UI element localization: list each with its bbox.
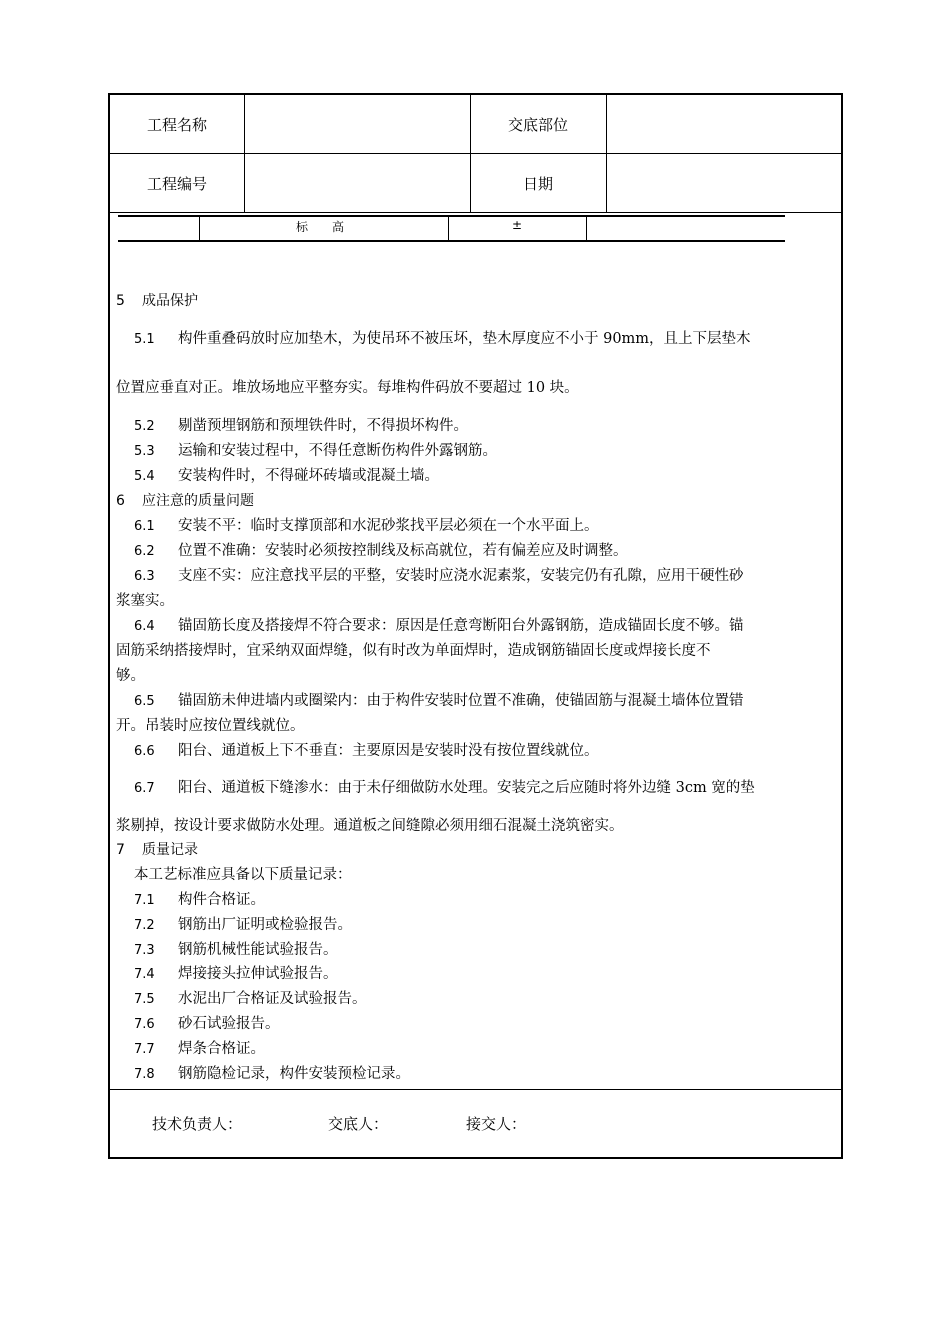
residual-col-divider-2 — [448, 216, 449, 240]
item-6-3-cont: 浆塞实。 — [116, 593, 174, 609]
item-6-7: 6.7 阳台、通道板下缝渗水：由于未仔细做防水处理。安装完之后应随时将外边缝 3cm 宽的垫 — [134, 780, 755, 796]
section-7-number: 7 — [116, 842, 125, 858]
item-7-7: 7.7 焊条合格证。 — [134, 1041, 265, 1057]
item-7-4: 7.4 焊接接头拉伸试验报告。 — [134, 966, 338, 982]
section-6-heading — [116, 489, 836, 514]
item-6-4-cont: 固筋采纳搭接焊时，宜采纳双面焊缝，似有时改为单面焊时，造成钢筋锚固长度或焊接长度不 — [116, 643, 711, 659]
item-5-2: 5.2 剔凿预埋钢筋和预埋铁件时，不得损坏构件。 — [134, 418, 468, 434]
item-7-2: 7.2 钢筋出厂证明或检验报告。 — [134, 917, 352, 933]
item-7-5: 7.5 水泥出厂合格证及试验报告。 — [134, 991, 367, 1007]
handover-part-label: 交底部位 — [507, 116, 568, 134]
item-6-5: 6.5 锚固筋未伸进墙内或圈梁内：由于构件安装时位置不准确，使锚固筋与混凝土墙体位置错 — [134, 693, 744, 709]
item-5-1: 5.1 构件重叠码放时应加垫木，为使吊环不被压坏，垫木厚度应不小于 90mm，且上下层垫木 — [134, 331, 751, 347]
footer-divider — [109, 1089, 842, 1090]
header-bottom-border — [109, 212, 842, 213]
section-6-title: 应注意的质量问题 — [142, 493, 254, 509]
header-col-divider-2 — [470, 94, 471, 213]
section-5-title: 成品保护 — [142, 293, 198, 309]
item-6-5-cont: 开。吊装时应按位置线就位。 — [116, 718, 305, 734]
residual-col-divider-1 — [199, 216, 200, 240]
section-6-number: 6 — [116, 493, 125, 509]
item-6-7-cont: 浆剔掉，按设计要求做防水处理。通道板之间缝隙必须用细石混凝土浇筑密实。 — [116, 818, 624, 834]
item-6-3: 6.3 支座不实：应注意找平层的平整，安装时应浇水泥素浆，安装完仍有孔隙，应用干硬性砂 — [134, 568, 744, 584]
item-7-6: 7.6 砂石试验报告。 — [134, 1016, 280, 1032]
residual-tolerance-label: ± — [512, 218, 523, 232]
item-5-3: 5.3 运输和安装过程中，不得任意断伤构件外露钢筋。 — [134, 443, 497, 459]
item-6-2: 6.2 位置不准确：安装时必须按控制线及标高就位，若有偏差应及时调整。 — [134, 543, 628, 559]
item-6-4: 6.4 锚固筋长度及搭接焊不符合要求：原因是任意弯断阳台外露钢筋，造成锚固长度不够。锚 — [134, 618, 744, 634]
tech-lead-label: 技术负责人： — [152, 1115, 243, 1133]
header-col-divider-3 — [606, 94, 607, 213]
item-6-4-cont2: 够。 — [116, 668, 145, 684]
header-col-divider-1 — [244, 94, 245, 213]
residual-table-top — [118, 215, 785, 217]
section-5-heading — [116, 289, 836, 314]
item-7-3: 7.3 钢筋机械性能试验报告。 — [134, 942, 338, 958]
section-5-number: 5 — [116, 293, 125, 309]
receiver-label: 接交人： — [466, 1115, 527, 1133]
item-6-6: 6.6 阳台、通道板上下不垂直：主要原因是安装时没有按位置线就位。 — [134, 743, 599, 759]
header-row-divider — [109, 153, 842, 154]
project-name-label: 工程名称 — [146, 116, 207, 134]
residual-col-divider-3 — [586, 216, 587, 240]
date-label: 日期 — [522, 175, 553, 193]
residual-elevation-label: 标 高 — [296, 220, 345, 234]
handover-by-label: 交底人： — [328, 1115, 389, 1133]
section-7-heading — [116, 838, 836, 863]
item-7-1: 7.1 构件合格证。 — [134, 892, 265, 908]
section-7-title: 质量记录 — [142, 842, 198, 858]
section-7-intro: 本工艺标准应具备以下质量记录： — [134, 867, 352, 883]
item-5-4: 5.4 安装构件时，不得碰坏砖墙或混凝土墙。 — [134, 468, 439, 484]
item-5-1-cont: 位置应垂直对正。堆放场地应平整夯实。每堆构件码放不要超过 10 块。 — [116, 380, 579, 396]
residual-table-bottom — [118, 240, 785, 242]
item-6-1: 6.1 安装不平：临时支撑顶部和水泥砂浆找平层必须在一个水平面上。 — [134, 518, 599, 534]
item-7-8: 7.8 钢筋隐检记录，构件安装预检记录。 — [134, 1066, 410, 1082]
project-number-label: 工程编号 — [146, 175, 207, 193]
